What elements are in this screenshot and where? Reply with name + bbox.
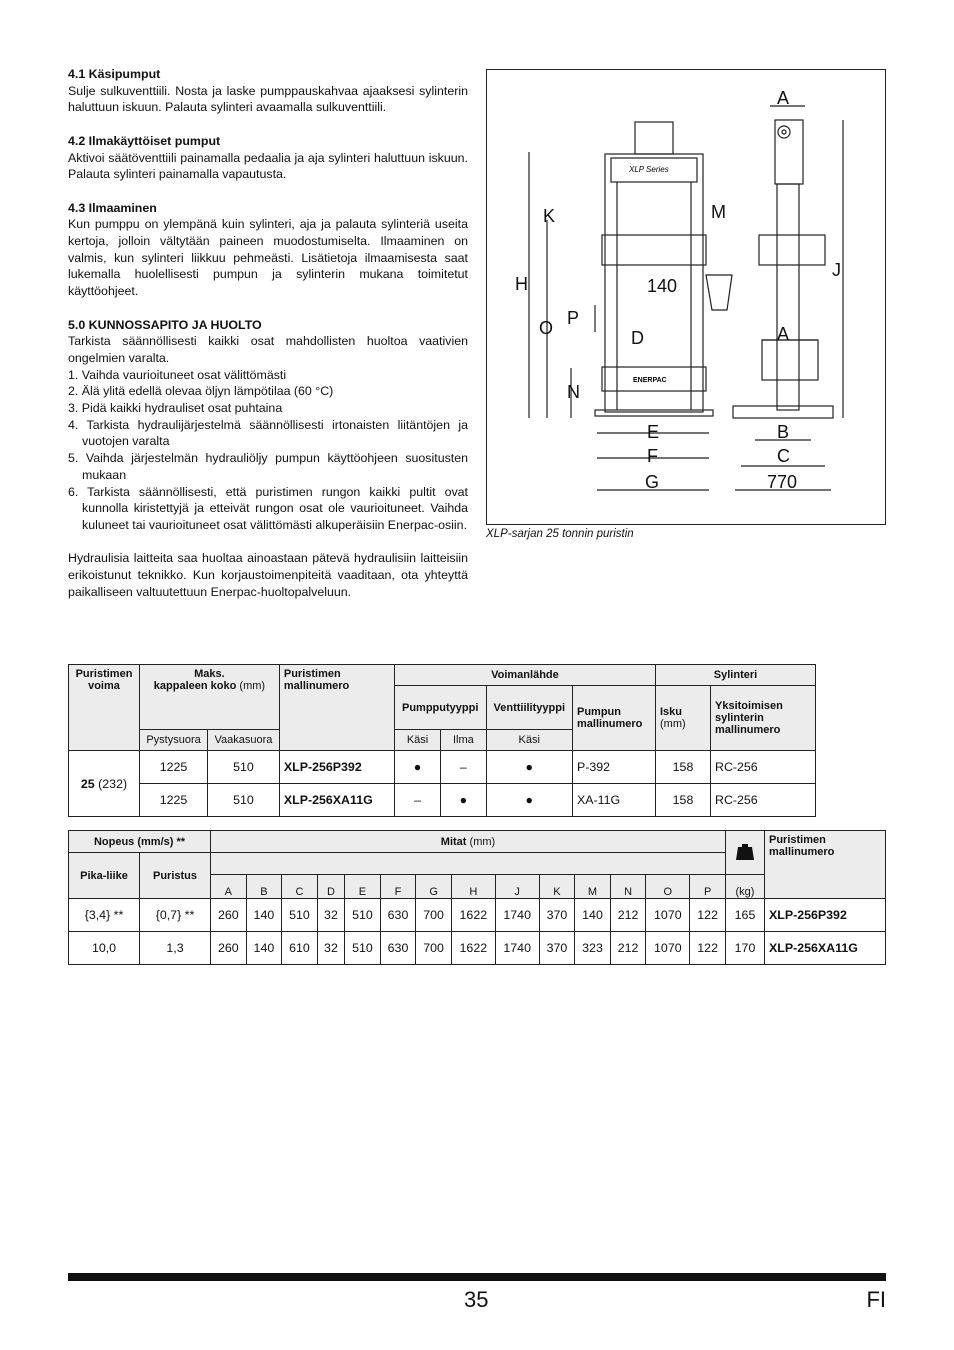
col-O: O — [646, 875, 690, 899]
cell-dim: 700 — [416, 899, 452, 932]
cell-weight: 170 — [726, 932, 765, 965]
label-K: K — [543, 206, 556, 226]
label-F: F — [647, 446, 658, 466]
series-logo: XLP Series — [629, 165, 669, 174]
header-pump-type: Pumpputyyppi — [394, 686, 486, 730]
cell-dim: 212 — [610, 932, 646, 965]
cell-hand: – — [394, 784, 440, 817]
cell-weight: 165 — [726, 899, 765, 932]
table-row — [69, 932, 886, 965]
cell-dim: 260 — [211, 899, 247, 932]
cell-dim: 510 — [345, 899, 381, 932]
label-A-mid: A — [777, 324, 790, 344]
language-code: FI — [866, 1287, 886, 1312]
cell-model: XLP-256P392 — [765, 899, 886, 932]
header-pump-model: Pumpun mallinumero — [573, 686, 656, 751]
cell-model: XLP-256XA11G — [765, 932, 886, 965]
header-cylinder-model: Yksitoimisen sylinterin mallinumero — [711, 686, 816, 751]
section-intro: Tarkista säännöllisesti kaikki osat mahdollisten huoltoa vaativien ongelmien varalta. — [68, 334, 468, 365]
label-H: H — [515, 274, 528, 294]
table-row — [69, 751, 816, 784]
weight-icon — [726, 831, 765, 875]
cell-stroke: 158 — [656, 784, 711, 817]
cell-rapid: 10,0 — [69, 932, 140, 965]
col-B: B — [246, 875, 282, 899]
label-B: B — [777, 422, 790, 442]
header-press: Puristus — [140, 853, 211, 899]
section-body: Kun pumppu on ylempänä kuin sylinteri, aja ja palauta sylinteriä useita kertoja, jolloin vältytään paineen muodostumiselta. Ilmaaminen on valmis, kun sylinteri liikkuu pehmeästi. Lisätietoja ilmaamisesta saat lukemalla huolellisesti pumpun ja sylinterin mukana toimitetut käyttöohjeet. — [68, 217, 468, 299]
label-770: 770 — [767, 472, 798, 492]
section-5-0 — [68, 317, 468, 534]
cell-hand: ● — [394, 751, 440, 784]
cell-dim: 1740 — [495, 932, 539, 965]
cell-dim: 1070 — [646, 899, 690, 932]
label-J: J — [832, 260, 841, 280]
figure-caption: XLP-sarjan 25 tonnin puristin — [486, 528, 634, 540]
list-item: 4. Tarkista hydraulijärjestelmä säännöllisesti irtonaisten liitäntöjen ja vuotojen varalta — [68, 417, 468, 449]
list-item: 5. Vaihda järjestelmän hydrauliöljy pumpun käyttöohjeen suositusten mukaan — [68, 451, 468, 482]
col-A: A — [211, 875, 247, 899]
cell-dim: 140 — [575, 899, 611, 932]
table-row — [69, 899, 886, 932]
cell-valve: ● — [486, 751, 572, 784]
col-K: K — [539, 875, 575, 899]
cell-dim: 1622 — [451, 932, 495, 965]
cell-cylinder: RC-256 — [711, 751, 816, 784]
cell-model: XLP-256XA11G — [279, 784, 394, 817]
cell-dim: 32 — [317, 899, 344, 932]
maintenance-list — [68, 367, 468, 534]
press-spec-table — [68, 664, 816, 817]
col-N: N — [610, 875, 646, 899]
cell-vertical: 1225 — [140, 784, 208, 817]
header-vertical: Pystysuora — [140, 730, 208, 751]
cell-dim: 323 — [575, 932, 611, 965]
header-model: Puristimen mallinumero — [279, 665, 394, 751]
force-cell: 25 (232) — [69, 751, 140, 817]
header-dimensions: Mitat (mm) — [211, 831, 726, 853]
list-item: 1. Vaihda vaurioituneet osat välittömästi — [68, 367, 287, 382]
header-valve-type: Venttiilityyppi — [486, 686, 572, 730]
label-D: D — [631, 328, 644, 348]
label-N: N — [567, 382, 580, 402]
col-C: C — [282, 875, 318, 899]
section-4-2 — [68, 133, 468, 183]
section-title: 5.0 KUNNOSSAPITO JA HUOLTO — [68, 317, 262, 332]
header-force: Puristimen voima — [69, 665, 140, 751]
dimensions-table — [68, 830, 886, 965]
col-G: G — [416, 875, 452, 899]
cell-dim: 140 — [246, 899, 282, 932]
label-G: G — [645, 472, 660, 492]
col-D: D — [317, 875, 344, 899]
header-rapid: Pika-liike — [69, 853, 140, 899]
section-body: Sulje sulkuventtiili. Nosta ja laske pumppauskahvaa ajaaksesi sylinterin haluttuun iskuun. Palauta sylinteri avaamalla sulkuventtiili. — [68, 83, 468, 115]
cell-press: 1,3 — [140, 932, 211, 965]
cell-dim: 140 — [246, 932, 282, 965]
header-max-size: Maks. kappaleen koko (mm) — [140, 665, 280, 730]
cell-dim: 700 — [416, 932, 452, 965]
cell-dim: 510 — [282, 899, 318, 932]
page-number: 35 — [464, 1287, 489, 1312]
header-hand-valve: Käsi — [486, 730, 572, 751]
cell-dim: 122 — [690, 899, 726, 932]
cell-dim: 370 — [539, 899, 575, 932]
header-stroke: Isku (mm) — [656, 686, 711, 751]
cell-stroke: 158 — [656, 751, 711, 784]
service-note: Hydraulisia laitteita saa huoltaa ainoastaan pätevä hydraulisiin laitteisiin erikoistunut teknikko. Kun korjaustoimenpiteitä vaaditaan, ota yhteyttä paikalliseen valtuutettuun Enerpac-huoltopalveluun. — [68, 551, 468, 599]
cell-rapid: {3,4} ** — [69, 899, 140, 932]
list-item: 6. Tarkista säännöllisesti, että puristimen rungon kaikki pultit ovat kunnolla kiristettyjä ja etteivät rungon osat ole vaurioituneet. Vaihda kuluneet tai vaurioituneet osat välittömästi alkuperäisiin Enerpac-osiin. — [68, 484, 468, 532]
header-model: Puristimen mallinumero — [765, 831, 886, 899]
table-row — [69, 784, 816, 817]
cell-dim: 260 — [211, 932, 247, 965]
header-speed: Nopeus (mm/s) ** — [69, 831, 211, 853]
section-4-1 — [68, 66, 468, 116]
cell-dim: 1070 — [646, 932, 690, 965]
cell-press: {0,7} ** — [140, 899, 211, 932]
section-title: 4.1 Käsipumput — [68, 67, 161, 81]
col-kg: (kg) — [726, 875, 765, 899]
label-O: O — [539, 318, 554, 338]
col-E: E — [345, 875, 381, 899]
col-F: F — [380, 875, 416, 899]
cell-model: XLP-256P392 — [279, 751, 394, 784]
cell-pump-model: XA-11G — [573, 784, 656, 817]
cell-vertical: 1225 — [140, 751, 208, 784]
label-A-top: A — [777, 88, 790, 108]
section-title: 4.3 Ilmaaminen — [68, 200, 157, 215]
cell-dim: 510 — [345, 932, 381, 965]
cell-horizontal: 510 — [208, 751, 280, 784]
side-base — [733, 406, 833, 418]
cell-dim: 122 — [690, 932, 726, 965]
cell-dim: 630 — [380, 899, 416, 932]
footer-rule — [68, 1273, 886, 1281]
header-horizontal: Vaakasuora — [208, 730, 280, 751]
cell-dim: 32 — [317, 932, 344, 965]
cell-dim: 1740 — [495, 899, 539, 932]
header-air: Ilma — [441, 730, 486, 751]
press-diagram — [486, 69, 886, 525]
label-P: P — [567, 308, 580, 328]
header-hand: Käsi — [394, 730, 440, 751]
cell-dim: 1622 — [451, 899, 495, 932]
cell-horizontal: 510 — [208, 784, 280, 817]
cell-valve: ● — [486, 784, 572, 817]
cell-air: – — [441, 751, 486, 784]
cell-dim: 630 — [380, 932, 416, 965]
label-140: 140 — [647, 276, 678, 296]
list-item: 2. Älä ylitä edellä olevaa öljyn lämpötilaa (60 °C) — [68, 384, 334, 399]
col-M: M — [575, 875, 611, 899]
label-E: E — [647, 422, 660, 442]
cell-cylinder: RC-256 — [711, 784, 816, 817]
cylinder-top — [635, 122, 673, 154]
cell-dim: 610 — [282, 932, 318, 965]
section-body: Aktivoi säätöventtiili painamalla pedaalia ja aja sylinteri haluttuun iskuun. Palauta sylinteri painamalla vapautusta. — [68, 150, 468, 182]
front-base — [595, 410, 713, 416]
section-title: 4.2 Ilmakäyttöiset pumput — [68, 133, 221, 148]
instructions-column — [68, 66, 468, 600]
header-cylinder: Sylinteri — [656, 665, 816, 686]
label-C: C — [777, 446, 790, 466]
section-4-3 — [68, 200, 468, 300]
cell-dim: 212 — [610, 899, 646, 932]
brand-label: ENERPAC — [633, 377, 667, 384]
col-J: J — [495, 875, 539, 899]
pump-bracket — [706, 275, 732, 310]
cell-pump-model: P-392 — [573, 751, 656, 784]
col-H: H — [451, 875, 495, 899]
header-power-source: Voimanlähde — [394, 665, 655, 686]
col-P: P — [690, 875, 726, 899]
list-item: 3. Pidä kaikki hydrauliset osat puhtaina — [68, 401, 283, 416]
press-drawing — [487, 70, 885, 524]
cell-dim: 370 — [539, 932, 575, 965]
label-M: M — [711, 202, 726, 222]
cell-air: ● — [441, 784, 486, 817]
